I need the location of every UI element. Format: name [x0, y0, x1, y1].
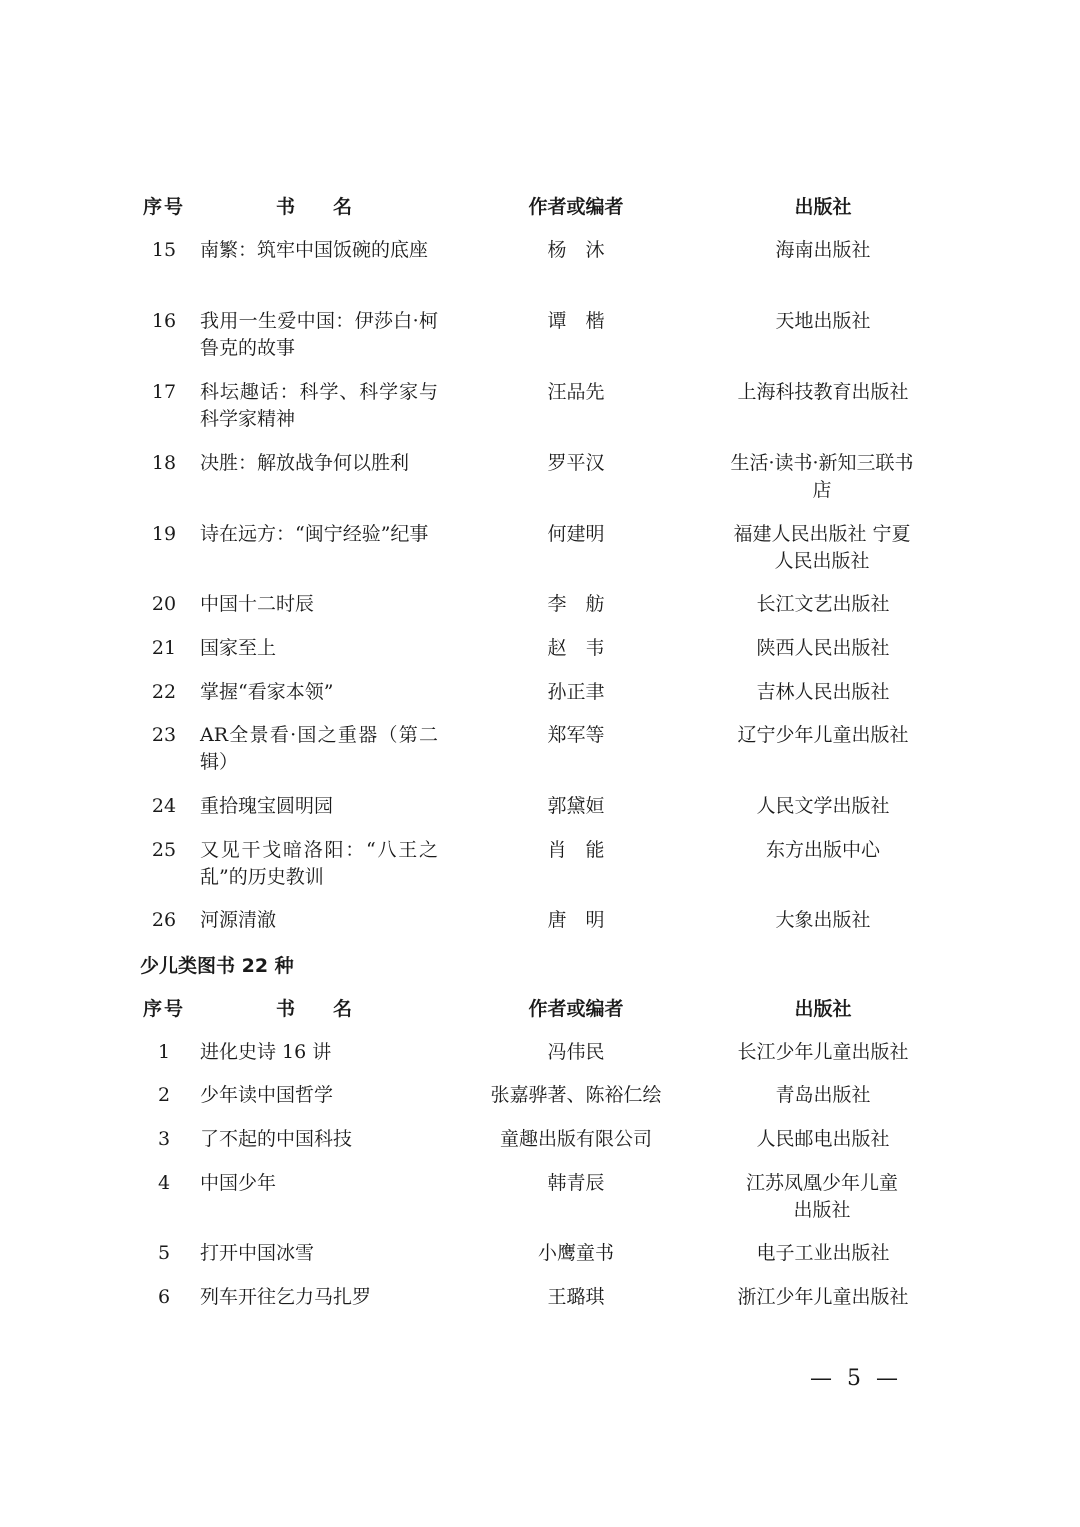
row-no: 19: [151, 523, 177, 545]
row-title: 又见干戈暗洛阳：“八王之乱”的历史教训: [200, 839, 438, 888]
row-author: 孙正聿: [547, 681, 605, 703]
row-author: 郑军等: [547, 724, 605, 746]
row-author: 王璐琪: [547, 1286, 605, 1308]
page-number: — 5 —: [810, 1366, 902, 1391]
row-title: 列车开往乞力马扎罗: [200, 1286, 372, 1308]
row-title: 打开中国冰雪: [200, 1242, 315, 1264]
row-no: 15: [151, 239, 177, 261]
row-no: 16: [151, 310, 177, 332]
row-publisher: 吉林人民出版社: [756, 681, 890, 703]
row-title: AR全景看·国之重器（第二辑）: [200, 724, 438, 773]
row-publisher: 天地出版社: [775, 310, 871, 332]
row-no: 2: [157, 1084, 171, 1106]
row-title: 国家至上: [200, 637, 277, 659]
row-no: 22: [151, 681, 177, 703]
row-publisher: 电子工业出版社: [756, 1242, 890, 1264]
row-no: 26: [151, 909, 177, 931]
row-no: 4: [157, 1172, 171, 1194]
row-title: 掌握“看家本领”: [200, 681, 334, 703]
row-title: 少年读中国哲学: [200, 1084, 334, 1106]
row-author: 汪品先: [547, 381, 605, 403]
row-publisher: 长江少年儿童出版社: [737, 1041, 909, 1063]
row-publisher: 东方出版中心: [765, 839, 880, 861]
row-author: 张嘉骅著、陈裕仁绘: [490, 1084, 662, 1106]
row-publisher: 江苏凤凰少年儿童出版社: [746, 1172, 899, 1221]
row-publisher: 生活·读书·新知三联书店: [730, 452, 914, 501]
row-author: 童趣出版有限公司: [499, 1128, 652, 1150]
header-author: 作者或编者: [528, 196, 624, 218]
header-author: 作者或编者: [528, 998, 624, 1020]
table2-header: [0, 994, 1080, 1024]
row-publisher: 海南出版社: [775, 239, 871, 261]
row-title: 进化史诗 16 讲: [200, 1041, 332, 1063]
row-publisher: 人民文学出版社: [756, 795, 890, 817]
row-no: 24: [151, 795, 177, 817]
row-no: 1: [157, 1041, 171, 1063]
row-author: 谭 楷: [547, 310, 605, 332]
header-title: 书 名: [276, 196, 353, 218]
row-publisher: 浙江少年儿童出版社: [737, 1286, 909, 1308]
row-no: 5: [157, 1242, 171, 1264]
row-author: 小鹰童书: [537, 1242, 614, 1264]
row-no: 21: [151, 637, 177, 659]
row-author: 杨 沐: [547, 239, 605, 261]
row-author: 李 舫: [547, 593, 605, 615]
header-no: 序号: [143, 196, 186, 218]
row-author: 赵 韦: [547, 637, 605, 659]
row-no: 6: [157, 1286, 171, 1308]
row-publisher: 上海科技教育出版社: [737, 381, 909, 403]
row-author: 郭黛姮: [547, 795, 605, 817]
row-publisher: 长江文艺出版社: [756, 593, 890, 615]
row-title: 中国少年: [200, 1172, 277, 1194]
row-author: 韩青辰: [547, 1172, 605, 1194]
row-author: 冯伟民: [547, 1041, 605, 1063]
row-publisher: 大象出版社: [775, 909, 871, 931]
row-no: 25: [151, 839, 177, 861]
row-publisher: 福建人民出版社 宁夏人民出版社: [733, 523, 911, 572]
row-author: 罗平汉: [547, 452, 605, 474]
row-title: 重拾瑰宝圆明园: [200, 795, 334, 817]
row-author: 肖 能: [547, 839, 605, 861]
row-no: 17: [151, 381, 177, 403]
row-title: 中国十二时辰: [200, 593, 315, 615]
row-title: 决胜：解放战争何以胜利: [200, 452, 410, 474]
header-no: 序号: [143, 998, 186, 1020]
header-title: 书 名: [276, 998, 353, 1020]
header-publisher: 出版社: [794, 196, 852, 218]
section-title-children: 少儿类图书 22 种: [140, 955, 294, 977]
row-title: 南繁：筑牢中国饭碗的底座: [200, 239, 429, 261]
table1-header: [0, 192, 1080, 222]
row-no: 3: [157, 1128, 171, 1150]
row-title: 我用一生爱中国：伊莎白·柯鲁克的故事: [200, 310, 438, 359]
row-no: 20: [151, 593, 177, 615]
row-publisher: 陕西人民出版社: [756, 637, 890, 659]
row-publisher: 青岛出版社: [775, 1084, 871, 1106]
row-no: 23: [151, 724, 177, 746]
row-title: 科坛趣话：科学、科学家与科学家精神: [200, 381, 438, 430]
row-publisher: 人民邮电出版社: [756, 1128, 890, 1150]
row-title: 河源清澈: [200, 909, 277, 931]
row-author: 唐 明: [547, 909, 605, 931]
row-title: 诗在远方：“闽宁经验”纪事: [200, 523, 429, 545]
row-no: 18: [151, 452, 177, 474]
row-title: 了不起的中国科技: [200, 1128, 353, 1150]
header-publisher: 出版社: [794, 998, 852, 1020]
row-author: 何建明: [547, 523, 605, 545]
row-publisher: 辽宁少年儿童出版社: [737, 724, 909, 746]
